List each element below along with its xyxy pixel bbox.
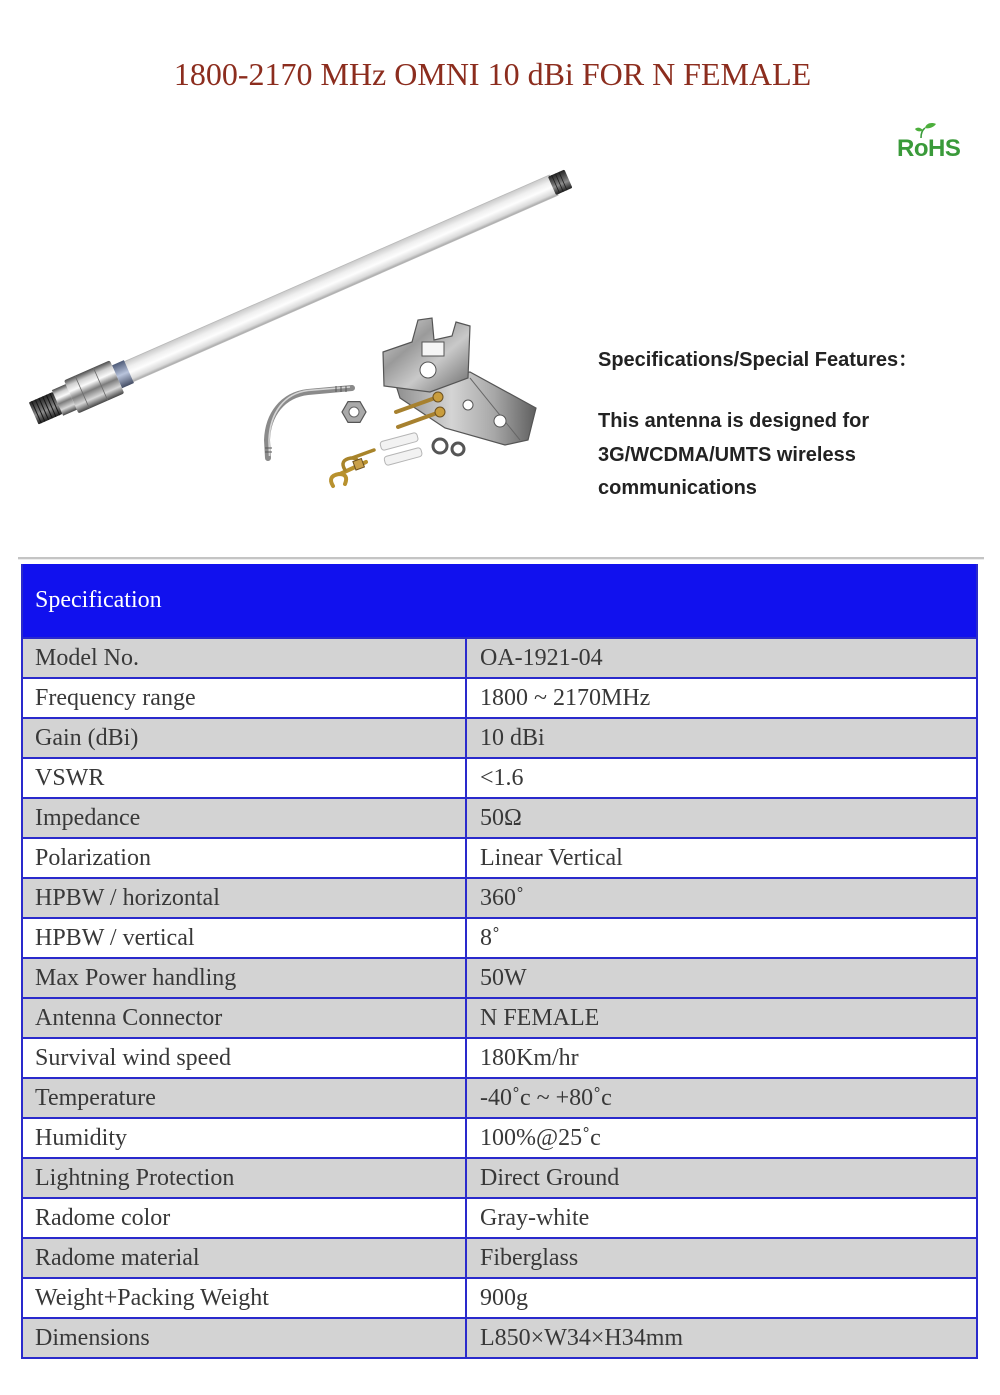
spec-label-cell: HPBW / horizontal [23, 879, 467, 917]
spec-value-cell: 10 dBi [480, 725, 545, 751]
spec-value-cell: L850×W34×H34mm [480, 1325, 684, 1351]
spec-value-cell: OA-1921-04 [480, 645, 603, 671]
spec-label-cell: Humidity [23, 1119, 467, 1157]
spec-row-frequency-range [23, 677, 976, 717]
spec-label-cell: Weight+Packing Weight [23, 1279, 467, 1317]
page-title: 1800-2170 MHz OMNI 10 dBi FOR N FEMALE [173, 56, 812, 92]
spec-value-cell: 8˚ [480, 925, 500, 951]
spec-label-cell: Max Power handling [23, 959, 467, 997]
spec-row-lightning-protection [23, 1157, 976, 1197]
spec-row-vswr [23, 757, 976, 797]
spec-value-cell: -40˚c ~ +80˚c [480, 1085, 612, 1111]
spec-row-antenna-connector [23, 997, 976, 1037]
antenna-radome [124, 175, 559, 382]
spec-row-dimensions [23, 1317, 976, 1357]
spec-label-cell: Polarization [23, 839, 467, 877]
spec-label-cell: Lightning Protection [23, 1159, 467, 1197]
spec-row-impedance [23, 797, 976, 837]
u-bolt [265, 386, 352, 458]
spec-row-model-no [23, 637, 976, 677]
spec-row-gain [23, 717, 976, 757]
spec-value-cell: Linear Vertical [480, 845, 623, 871]
spec-value-cell: 100%@25˚c [480, 1125, 601, 1151]
spec-table [21, 564, 978, 1359]
spec-row-humidity [23, 1117, 976, 1157]
product-image [18, 165, 578, 495]
spec-row-radome-material [23, 1237, 976, 1277]
spec-label-cell: Radome material [23, 1239, 467, 1277]
spec-value-cell: 180Km/hr [480, 1045, 579, 1071]
washer [433, 439, 464, 455]
hex-nut [342, 402, 366, 423]
spec-value-cell: Direct Ground [480, 1165, 620, 1191]
features-line: communications [598, 477, 757, 499]
spec-row-max-power-handling [23, 957, 976, 997]
spec-table-header: Specification [23, 564, 976, 637]
spec-value-cell: Gray-white [480, 1205, 590, 1231]
features-section [598, 346, 918, 506]
features-line: 3G/WCDMA/UMTS wireless [598, 443, 856, 466]
spec-label-cell: Dimensions [23, 1319, 467, 1357]
spec-label-cell: Impedance [23, 799, 467, 837]
spec-label-cell: Frequency range [23, 679, 467, 717]
spec-label-cell: Radome color [23, 1199, 467, 1237]
spec-label-cell: VSWR [23, 759, 467, 797]
spec-value-cell: 360˚ [480, 885, 524, 911]
spec-label-cell: Gain (dBi) [23, 719, 467, 757]
eye-bolt [331, 450, 374, 486]
spec-row-radome-color [23, 1197, 976, 1237]
features-description [598, 405, 918, 506]
spec-row-survival-wind-speed [23, 1037, 976, 1077]
features-heading: Specifications/Special Features： [598, 349, 919, 371]
spec-value-cell: 50Ω [480, 805, 522, 831]
spec-row-hpbw-vertical [23, 917, 976, 957]
spec-value-cell: N FEMALE [480, 1005, 600, 1031]
section-divider [18, 557, 984, 559]
rohs-logo: RoHS [897, 135, 961, 162]
n-connector [26, 355, 136, 430]
spec-label-cell: Survival wind speed [23, 1039, 467, 1077]
spec-value-cell: 900g [480, 1285, 528, 1311]
wall-plug [380, 432, 423, 466]
spec-value-cell: <1.6 [480, 765, 524, 791]
spec-row-polarization [23, 837, 976, 877]
spec-value-cell: Fiberglass [480, 1245, 579, 1271]
features-line: This antenna is designed for [598, 410, 870, 432]
spec-label-cell: Antenna Connector [23, 999, 467, 1037]
spec-row-temperature [23, 1077, 976, 1117]
spec-row-hpbw-horizontal [23, 877, 976, 917]
spec-label-cell: HPBW / vertical [23, 919, 467, 957]
spec-label-cell: Temperature [23, 1079, 467, 1117]
spec-value-cell: 50W [480, 965, 527, 991]
spec-value-cell: 1800 ~ 2170MHz [480, 685, 651, 711]
spec-row-weight-packing-weight [23, 1277, 976, 1317]
spec-label-cell: Model No. [23, 639, 467, 677]
